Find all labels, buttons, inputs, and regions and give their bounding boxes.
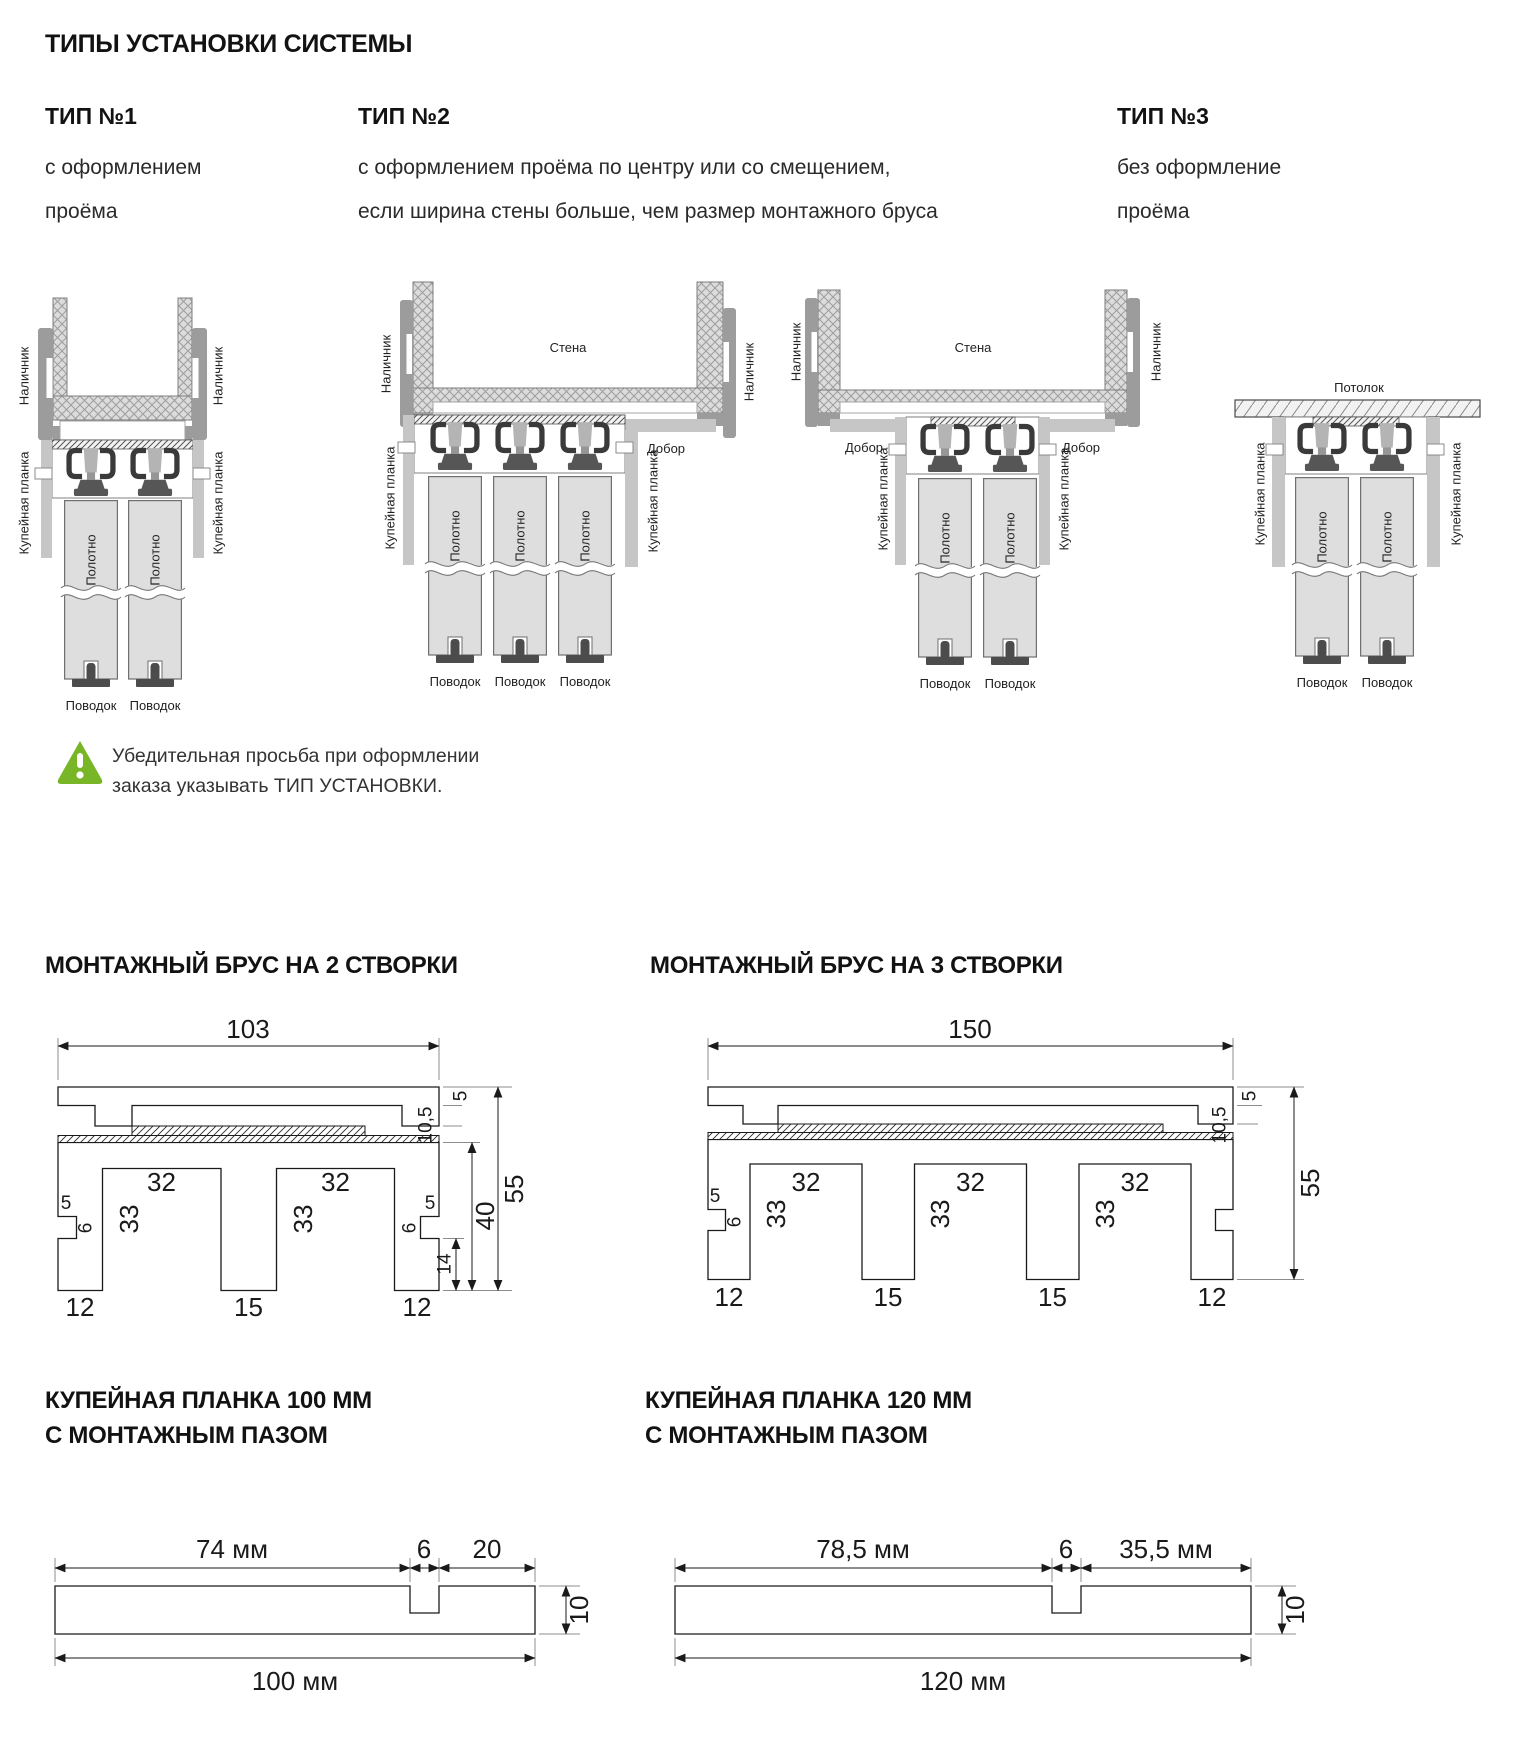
dim-right: 20 [472,1534,502,1564]
type-2-name: ТИП №2 [358,103,450,129]
door-panel [125,501,185,687]
dim-feet: 12 [714,1282,744,1312]
type-2-desc-line-1: с оформлением проёма по центру или со смещением, [358,156,891,179]
label-povodok: Поводок [429,674,481,689]
label-polotno: Полотно [512,510,528,562]
dim-depth: 33 [288,1204,318,1234]
door-panel [555,477,615,663]
label-dobor-right: Добор [1061,440,1101,455]
label-planka-left: Купейная планка [16,451,32,555]
type-1-name: ТИП №1 [45,103,137,129]
top-plate-profile [708,1087,1233,1124]
planka120-title-line1: КУПЕЙНАЯ ПЛАНКА 120 ММ [645,1387,972,1414]
label-planka-right: Купейная планка [645,449,661,553]
label-planka-left: Купейная планка [382,446,398,550]
label-planka-left: Купейная планка [875,447,891,551]
label-polotno: Полотно [1314,511,1330,563]
dim-notch-h: 6 [399,1222,421,1234]
planka-bar-right [193,440,204,558]
dim-width: 150 [948,1014,992,1044]
clip-right [193,468,210,479]
dim-notch-w: 5 [60,1193,72,1214]
planka-bar-left [403,415,414,565]
label-polotno: Полотно [577,510,593,562]
planka120-title-line2: С МОНТАЖНЫМ ПАЗОМ [645,1422,928,1449]
clip-right [1427,444,1444,455]
label-polotno: Полотно [1002,512,1018,564]
label-planka-left: Купейная планка [1252,442,1268,546]
dim-height: 55 [499,1174,529,1204]
label-povodok: Поводок [494,674,546,689]
dim-slot: 32 [956,1167,985,1197]
top-plate-profile [58,1087,439,1126]
label-stena: Стена [954,340,992,355]
label-povodok: Поводок [559,674,611,689]
clip-left [398,442,415,453]
dim-feet: 15 [873,1282,903,1312]
label-nalichnik-left: Наличник [16,346,32,406]
label-polotno: Полотно [937,512,953,564]
planka-bar-left [1272,417,1285,567]
section-title-bar3: МОНТАЖНЫЙ БРУС НА 3 СТВОРКИ [650,952,1063,979]
dim-depth: 33 [925,1199,955,1229]
clip-left [1266,444,1283,455]
label-planka-right: Купейная планка [210,451,226,555]
label-potolok: Потолок [1334,380,1384,395]
type-1-desc-line-1: с оформлением [45,156,202,179]
dim-body: 40 [470,1201,500,1231]
label-nalichnik-left: Наличник [788,322,804,382]
mounting-shelf [840,402,1105,413]
label-povodok: Поводок [984,676,1036,691]
type-2-desc-line-2: если ширина стены больше, чем размер монтажного бруса [358,200,938,223]
dim-slot: 32 [147,1167,176,1197]
drawing-bar3 [678,992,1378,1337]
label-planka-right: Купейная планка [1448,442,1464,546]
type-1-block [45,103,345,234]
label-polotno: Полотно [447,510,463,562]
page-title: ТИПЫ УСТАНОВКИ СИСТЕМЫ [45,30,413,58]
planka-bar-left [895,417,906,565]
dim-feet: 15 [1038,1282,1067,1312]
dim-plate: 5 [1239,1090,1261,1102]
dim-notch: 6 [416,1534,432,1564]
dobor-bar-right [1047,419,1115,432]
label-stena: Стена [549,340,587,355]
label-povodok: Поводок [1361,675,1413,690]
door-panel [61,501,121,687]
type-1-desc-line-2: проёма [45,200,118,223]
dim-notch-h: 6 [724,1216,746,1228]
label-nalichnik-right: Наличник [210,346,226,406]
door-panel [980,479,1040,665]
dim-thickness: 10 [564,1595,594,1625]
warning-line-1: Убедительная просьба при оформлении [112,745,480,767]
planka-bar-left [41,440,52,558]
label-povodok: Поводок [129,698,181,713]
dim-slot: 32 [321,1167,350,1197]
label-dobor-left: Добор [844,440,884,455]
label-polotno: Полотно [1379,511,1395,563]
label-nalichnik-left: Наличник [378,334,394,394]
label-dobor: Добор [646,441,686,456]
diagram-type2-centered [788,252,1188,722]
dim-plate: 5 [450,1090,472,1102]
track-hatch [52,440,193,449]
wall-hatch [53,298,192,420]
planka100-title-line2: С МОНТАЖНЫМ ПАЗОМ [45,1422,328,1449]
hatch-strip-thin [708,1133,1233,1140]
mounting-shelf [433,402,697,413]
drawing-planka120 [640,1462,1360,1742]
drawing-planka100 [20,1462,600,1742]
label-polotno: Полотно [147,534,163,586]
dim-left: 78,5 мм [816,1534,910,1564]
clip-right [616,442,633,453]
planka100-title-line1: КУПЕЙНАЯ ПЛАНКА 100 ММ [45,1387,372,1414]
type-3-desc-line-2: проёма [1117,200,1190,223]
dim-depth: 33 [1090,1199,1120,1229]
planka-profile [55,1586,535,1634]
drawing-bar2 [28,992,588,1337]
label-planka-right: Купейная планка [1056,447,1072,551]
warning-triangle-icon [55,738,105,790]
dim-step: 10,5 [1209,1106,1231,1144]
section-title-bar2: МОНТАЖНЫЙ БРУС НА 2 СТВОРКИ [45,952,458,979]
label-nalichnik-right: Наличник [741,342,757,402]
dim-right: 35,5 мм [1119,1534,1213,1564]
dim-depth: 33 [114,1204,144,1234]
dim-notch: 6 [1058,1534,1074,1564]
warning-text [112,741,479,801]
dim-step: 10,5 [415,1106,437,1144]
dim-width: 103 [226,1014,270,1044]
warning-line-2: заказа указывать ТИП УСТАНОВКИ. [112,775,443,797]
label-polotno: Полотно [83,534,99,586]
type-3-desc-line-1: без оформление [1117,156,1282,179]
label-povodok: Поводок [1296,675,1348,690]
dim-slot: 32 [1120,1167,1150,1197]
diagram-type3 [1228,252,1523,722]
dim-notch-w: 5 [709,1186,721,1207]
label-povodok: Поводок [919,676,971,691]
label-povodok: Поводок [65,698,117,713]
dim-notch-h: 6 [75,1222,97,1234]
dim-slot: 32 [791,1167,821,1197]
door-panel [1292,478,1352,664]
dim-depth: 33 [761,1199,791,1229]
section-title-planka100 [45,1383,372,1453]
dim-feet: 12 [65,1292,95,1322]
planka-bar-right [1039,417,1050,565]
hatch-strip-thin [58,1136,439,1143]
type-2-block [358,103,1098,234]
dim-thickness: 10 [1280,1595,1310,1625]
label-nalichnik-right: Наличник [1148,322,1164,382]
type-3-block [1117,103,1497,234]
planka-profile [675,1586,1251,1634]
diagram-type1 [8,288,238,718]
section-title-planka120 [645,1383,972,1453]
dobor-bar-left [830,419,898,432]
dim-feet: 12 [402,1292,432,1322]
clip-left [35,468,52,479]
door-panel [915,479,975,665]
planka-bar-right [1427,417,1440,567]
dim-feet: 15 [234,1292,263,1322]
door-panel [1357,478,1417,664]
door-panel [425,477,485,663]
dim-foot: 14 [434,1253,456,1275]
mounting-shelf [60,421,185,440]
dim-height: 55 [1295,1168,1325,1198]
type-3-name: ТИП №3 [1117,103,1209,129]
clip-right [1039,444,1056,455]
clip-left [889,444,906,455]
dim-left: 74 мм [196,1534,268,1564]
ceiling-hatch [1235,400,1480,417]
door-panel [490,477,550,663]
dim-total: 100 мм [251,1666,339,1696]
dim-feet: 12 [1197,1282,1227,1312]
dim-notch-w: 5 [424,1193,436,1214]
dim-total: 120 мм [919,1666,1007,1696]
